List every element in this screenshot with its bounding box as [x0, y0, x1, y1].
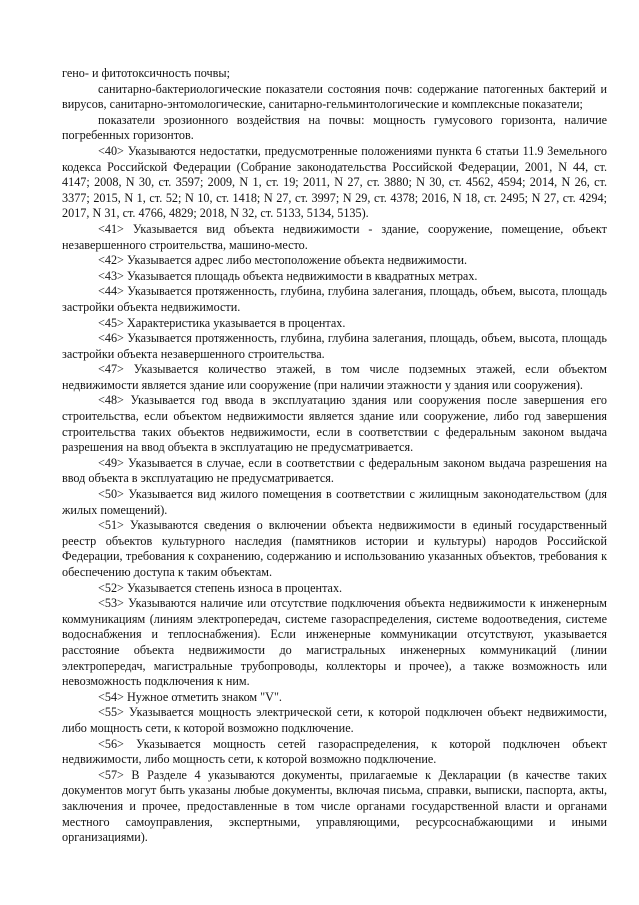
footnote-42: <42> Указывается адрес либо местоположение объекта недвижимости.	[98, 253, 468, 268]
footnote-57: <57> В Разделе 4 указываются документы, прилагаемые к Декларации (в качестве таких документов могут быть указаны любые документы, включая письма, справки, выписки, паспорта, акты, заключения и прочее, предоставленные в том числе органами государственной власти и органами местного самоуправления, экспертными, управляющими, ресурсоснабжающими и иными организациями).	[62, 767, 607, 845]
footnote-47: <47> Указывается количество этажей, в том числе подземных этажей, если объектом недвижимости является здание или сооружение (при наличии этажности у здания или сооружения).	[62, 362, 607, 392]
footnote-45: <45> Характеристика указывается в процентах.	[98, 315, 346, 330]
footnote-48: <48> Указывается год ввода в эксплуатацию здания или сооружения после завершения его строительства, если объектом недвижимости является здание или сооружение, либо год завершения строительства таких объектов недвижимости, если в соответствии с федеральным законом выдача разрешения на ввод объекта в эксплуатацию не предусматривается.	[62, 393, 607, 455]
text-genotox: гено- и фитотоксичность почвы;	[62, 66, 231, 80]
footnote-41: <41> Указывается вид объекта недвижимости - здание, сооружение, помещение, объект незавершенного строительства, машино-место.	[62, 221, 607, 252]
footnote-51: <51> Указываются сведения о включении объекта недвижимости в единый государственный реестр объектов культурного наследия (памятников истории и культуры) народов Российской Федерации, требования к сохранению, содержанию и использованию указанных объектов, требования к обеспечению доступа к таким объектам.	[62, 518, 607, 579]
footnote-54: <54> Нужное отметить знаком "V".	[98, 689, 282, 704]
footnote-49: <49> Указывается в случае, если в соответствии с федеральным законом выдача разрешения на ввод объекта в эксплуатацию не предусматривается.	[62, 455, 607, 486]
footnote-44: <44> Указывается протяженность, глубина, глубина залегания, площадь, объем, высота, площадь застройки объекта недвижимости.	[62, 284, 607, 314]
footnote-46: <46> Указывается протяженность, глубина, глубина залегания, площадь, объем, высота, площадь застройки объекта незавершенного строительства.	[62, 331, 607, 361]
footnote-53: <53> Указываются наличие или отсутствие подключения объекта недвижимости к инженерным коммуникациям (линиям электропередач, системе газораспределения, системе водоотведения, системе водоснабжения и теплоснабжения). Если инженерные коммуникации отсутствуют, указывается расстояние объекта недвижимости до магистральных инженерных коммуникаций (линии электропередач, магистральные трубопроводы, коллекторы и прочее), а также возможность или невозможность подключения к ним.	[62, 596, 607, 689]
footnote-43: <43> Указывается площадь объекта недвижимости в квадратных метрах.	[98, 268, 478, 283]
text-sanitary: санитарно-бактериологические показатели состояния почв: содержание патогенных бактерий и вирусов, санитарно-энтомологические, санитарно-гельминтологические и комплексные показатели;	[62, 81, 607, 112]
text-erosion: показатели эрозионного воздействия на почвы: мощность гумусового горизонта, наличие погребенных горизонтов.	[62, 112, 607, 143]
document-body	[62, 66, 607, 846]
footnote-40: <40> Указываются недостатки, предусмотренные положениями пункта 6 статьи 11.9 Земельного кодекса Российской Федерации (Собрание законодательства Российской Федерации, 2001, N 44, ст. 4147; 2008, N 30, ст. 3597; 2009, N 1, ст. 19; 2011, N 27, ст. 3880; N 30, ст. 4562, 4594; 2014, N 26, ст. 3377; 2015, N 1, ст. 52; N 10, ст. 1418; N 27, ст. 3997; N 29, ст. 4378; 2016, N 18, ст. 2495; N 27, ст. 4294; 2017, N 31, ст. 4766, 4829; 2018, N 32, ст. 5133, 5134, 5135).	[62, 143, 607, 221]
footnote-52: <52> Указывается степень износа в процентах.	[98, 580, 343, 595]
footnote-50: <50> Указывается вид жилого помещения в соответствии с жилищным законодательством (для жилых помещений).	[62, 487, 607, 517]
footnote-56: <56> Указывается мощность сетей газораспределения, к которой подключен объект недвижимости, либо мощность сети, к которой возможно подключение.	[62, 736, 607, 767]
footnote-55: <55> Указывается мощность электрической сети, к которой подключен объект недвижимости, либо мощность сети, к которой возможно подключение.	[62, 705, 607, 735]
